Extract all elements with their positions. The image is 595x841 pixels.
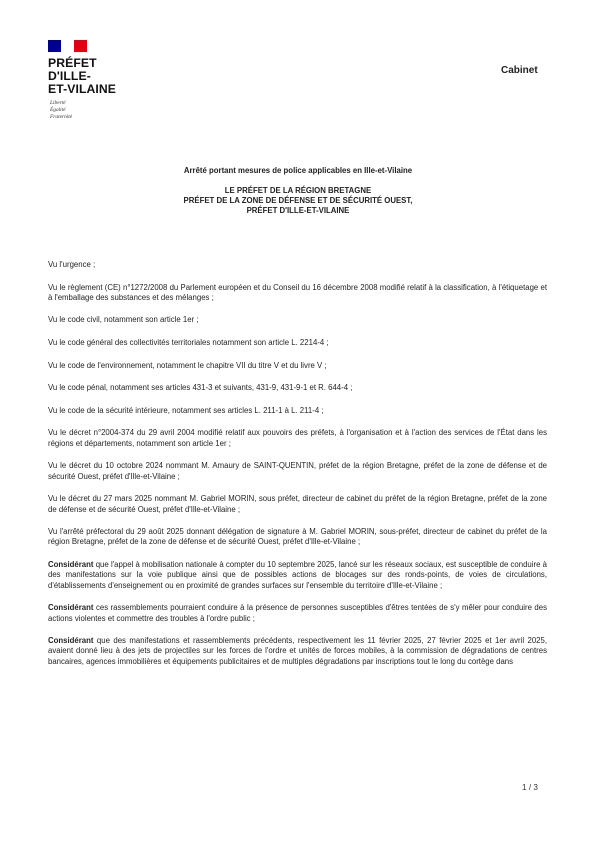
paragraph-text: que des manifestations et rassemblements précédents, respectivement les 11 février 2025, 27 février 2025 et 1er avril 2025, avaient donné lieu à des jets de projectiles sur les forces de l'ordre et unités de forces mobiles, à la commission de dégradations de centres bancaires, agences immobilières et équipements publicitaires et de multiples dégradations par inscriptions tout le long du cortège dans — [48, 636, 547, 666]
prefet-title-line-1: LE PRÉFET DE LA RÉGION BRETAGNE — [224, 186, 372, 195]
french-flag-logo — [48, 40, 87, 52]
paragraph — [48, 603, 547, 624]
paragraph-text: Vu le décret du 27 mars 2025 nommant M. Gabriel MORIN, sous préfet, directeur de cabinet du préfet de la région Bretagne, préfet de la zone de défense et de sécurité Ouest, préfet d'Ille-et-Vilaine ; — [48, 494, 547, 514]
flag-red-band — [74, 40, 87, 52]
motto-fraternite: Fraternité — [50, 114, 73, 120]
paragraph-lead: Considérant — [48, 560, 94, 570]
paragraph — [48, 527, 547, 548]
paragraph-text: Vu le décret n°2004-374 du 29 avril 2004 modifié relatif aux pouvoirs des préfets, à l'organisation et à l'action des services de l'État dans les régions et départements, notamment son article 1er ; — [48, 428, 547, 448]
document-body — [48, 260, 547, 667]
paragraph — [48, 283, 547, 304]
flag-blue-band — [48, 40, 61, 52]
paragraph — [48, 361, 547, 371]
paragraph — [48, 315, 547, 325]
paragraph — [48, 260, 547, 270]
paragraph — [48, 383, 547, 393]
paragraph — [48, 338, 547, 348]
paragraph-text: ces rassemblements pourraient conduire à la présence de personnes susceptibles d'êtres tentées de s'y mêler pour conduire des actions violentes et commettre des troubles à l'ordre public ; — [48, 603, 547, 623]
paragraph-text: Vu le décret du 10 octobre 2024 nommant M. Amaury de SAINT-QUENTIN, préfet de la région Bretagne, préfet de la zone de défense et de sécurité Ouest, préfet d'Ille-et-Vilaine ; — [48, 461, 547, 481]
paragraph-lead: Considérant — [48, 636, 94, 646]
page-number: 1 / 3 — [522, 783, 538, 792]
paragraph-text: Vu le code pénal, notamment ses articles 431-3 et suivants, 431-9, 431-9-1 et R. 644-4 ; — [48, 383, 353, 393]
prefet-title-line-2: PRÉFET DE LA ZONE DE DÉFENSE ET DE SÉCURITÉ OUEST, — [183, 196, 413, 205]
paragraph — [48, 461, 547, 482]
department-label: Cabinet — [501, 65, 538, 76]
paragraph — [48, 406, 547, 416]
motto-egalite: Égalité — [50, 107, 66, 113]
paragraph — [48, 494, 547, 515]
paragraph-text: Vu le règlement (CE) n°1272/2008 du Parlement européen et du Conseil du 16 décembre 2008 modifié relatif à la classification, à l'étiquetage et à l'emballage des substances et des mélanges ; — [48, 282, 547, 302]
paragraph-lead: Considérant — [48, 603, 94, 613]
paragraph-text: Vu le code général des collectivités territoriales notamment son article L. 2214-4 ; — [48, 338, 329, 348]
motto-liberte: Liberté — [50, 100, 66, 106]
prefecture-name: PRÉFET D'ILLE- ET-VILAINE — [48, 56, 117, 96]
paragraph-text: Vu le code civil, notamment son article 1er ; — [48, 315, 199, 325]
paragraph-text: Vu le code de la sécurité intérieure, notamment ses articles L. 211-1 à L. 211-4 ; — [48, 405, 324, 415]
paragraph — [48, 560, 547, 591]
prefet-title-block — [48, 186, 548, 216]
prefet-title-line-3: PRÉFET D'ILLE-ET-VILAINE — [246, 206, 350, 215]
paragraph-text: Vu l'arrêté préfectoral du 29 août 2025 donnant délégation de signature à M. Gabriel MORIN, sous-préfet, directeur de cabinet du préfet de la région Bretagne, préfet de la zone de défense et de sécurité Ouest, préfet d'Ille-et-Vilaine ; — [48, 527, 547, 547]
paragraph — [48, 428, 547, 449]
flag-white-band — [61, 40, 74, 52]
paragraph-text: que l'appel à mobilisation nationale à compter du 10 septembre 2025, lancé sur les réseaux sociaux, est susceptible de conduire à des manifestations sur la voie publique ainsi que de possibles actions de blocages sur des ronds-points, de voies de circulations, d'établissements d'enseignement ou en proximité de grandes surfaces sur l'ensemble du territoire d'Ille-et-Vilaine ; — [48, 560, 547, 590]
paragraph — [48, 636, 547, 667]
document-title: Arrêté portant mesures de police applicables en Ille-et-Vilaine — [183, 166, 413, 175]
paragraph-text: Vu l'urgence ; — [48, 260, 96, 269]
paragraph-text: Vu le code de l'environnement, notamment le chapitre VII du titre V et du livre V ; — [48, 360, 327, 370]
republic-motto — [50, 100, 110, 121]
